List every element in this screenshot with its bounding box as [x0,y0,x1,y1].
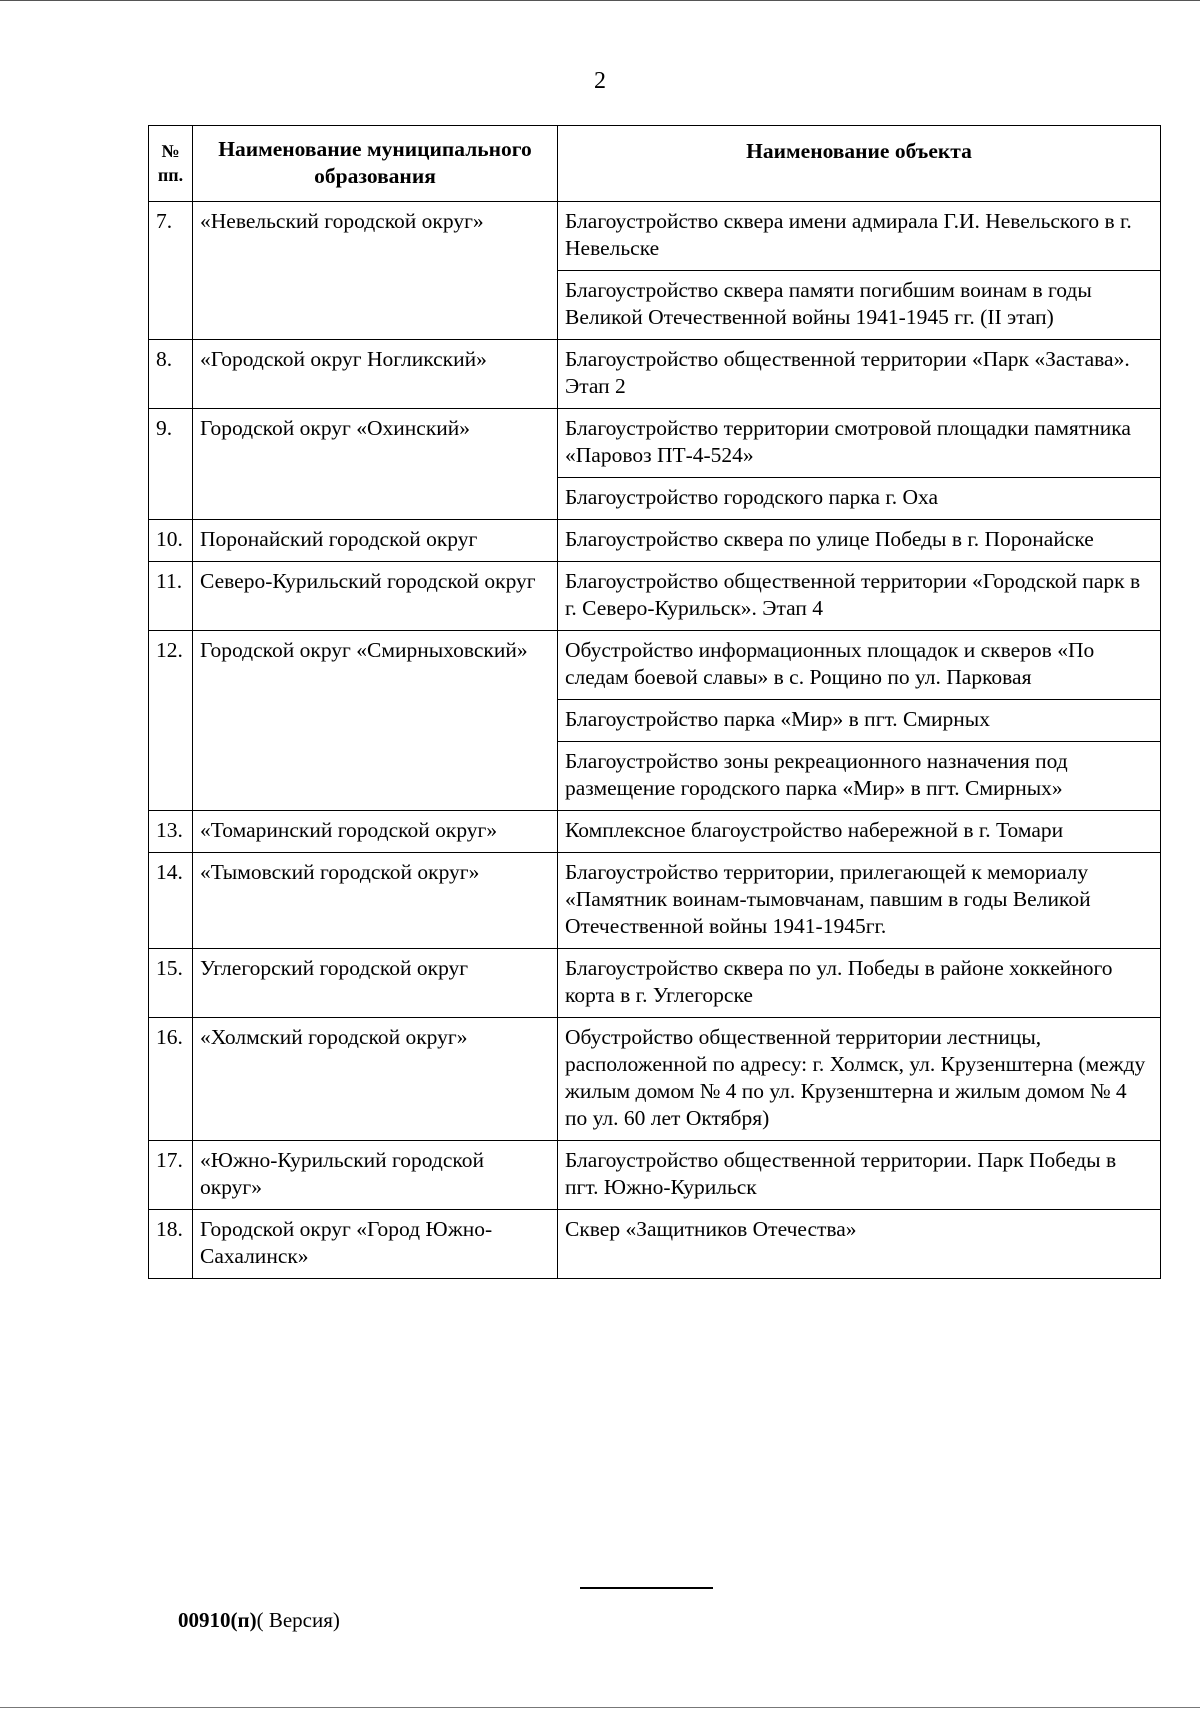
object-name: Обустройство общественной территории лестницы, расположенной по адресу: г. Холмск, ул. Крузенштерна (между жилым домом № 4 по ул. Крузенштерна и жилым домом № 4 по ул. 60 лет Октября) [558,1018,1161,1141]
object-name: Благоустройство общественной территории. Парк Победы в пгт. Южно-Курильск [558,1141,1161,1210]
table-row [149,1210,1161,1279]
table-row [149,853,1161,949]
municipality-name: Углегорский городской округ [193,949,558,1018]
row-number: 18. [149,1210,193,1279]
municipality-name: Городской округ «Город Южно-Сахалинск» [193,1210,558,1279]
object-name: Благоустройство зоны рекреационного назначения под размещение городского парка «Мир» в пгт. Смирных» [558,742,1161,811]
municipality-name: Городской округ «Охинский» [193,409,558,520]
object-name: Благоустройство общественной территории «Городской парк в г. Северо-Курильск». Этап 4 [558,562,1161,631]
table-body [149,202,1161,1279]
header-municipality: Наименование муниципального образования [193,126,558,202]
row-number: 13. [149,811,193,853]
object-name: Благоустройство городского парка г. Оха [558,478,1161,520]
municipality-name: «Невельский городской округ» [193,202,558,340]
municipality-name: Поронайский городской округ [193,520,558,562]
table-row [149,562,1161,631]
page-number: 2 [594,68,606,94]
row-number: 12. [149,631,193,811]
row-number: 10. [149,520,193,562]
table-row [149,631,1161,700]
objects-table [148,125,1161,1279]
object-name: Благоустройство общественной территории «Парк «Застава». Этап 2 [558,340,1161,409]
header-number: № пп. [149,126,193,202]
table-row [149,1018,1161,1141]
row-number: 8. [149,340,193,409]
row-number: 15. [149,949,193,1018]
table-row [149,520,1161,562]
row-number: 9. [149,409,193,520]
object-name: Благоустройство территории, прилегающей к мемориалу «Памятник воинам-тымовчанам, павшим в годы Великой Отечественной войны 1941-1945гг. [558,853,1161,949]
object-name: Благоустройство сквера памяти погибшим воинам в годы Великой Отечественной войны 1941-1945 гг. (II этап) [558,271,1161,340]
row-number: 14. [149,853,193,949]
object-name: Сквер «Защитников Отечества» [558,1210,1161,1279]
object-name: Благоустройство парка «Мир» в пгт. Смирных [558,700,1161,742]
municipality-name: Городской округ «Смирныховский» [193,631,558,811]
municipality-name: «Томаринский городской округ» [193,811,558,853]
header-object: Наименование объекта [558,126,1161,202]
document-version: ( Версия) [256,1608,340,1632]
table-row [149,949,1161,1018]
document-code [178,1608,340,1633]
municipality-name: «Холмский городской округ» [193,1018,558,1141]
scan-edge-top [0,0,1200,1]
table-row [149,409,1161,478]
row-number: 7. [149,202,193,340]
municipality-name: «Южно-Курильский городской округ» [193,1141,558,1210]
table-row [149,340,1161,409]
footer-divider [580,1587,713,1589]
table-row [149,202,1161,271]
document-code-number: 00910(п) [178,1608,257,1632]
object-name: Обустройство информационных площадок и скверов «По следам боевой славы» в с. Рощино по ул. Парковая [558,631,1161,700]
municipality-name: «Городской округ Ногликский» [193,340,558,409]
object-name: Комплексное благоустройство набережной в г. Томари [558,811,1161,853]
row-number: 16. [149,1018,193,1141]
object-name: Благоустройство сквера имени адмирала Г.И. Невельского в г. Невельске [558,202,1161,271]
object-name: Благоустройство территории смотровой площадки памятника «Паровоз ПТ-4-524» [558,409,1161,478]
object-name: Благоустройство сквера по ул. Победы в районе хоккейного корта в г. Углегорске [558,949,1161,1018]
table-row [149,1141,1161,1210]
table-row [149,811,1161,853]
table-header-row [149,126,1161,202]
object-name: Благоустройство сквера по улице Победы в г. Поронайске [558,520,1161,562]
municipality-name: «Тымовский городской округ» [193,853,558,949]
row-number: 11. [149,562,193,631]
scan-edge-bottom [0,1707,1200,1708]
row-number: 17. [149,1141,193,1210]
municipality-name: Северо-Курильский городской округ [193,562,558,631]
